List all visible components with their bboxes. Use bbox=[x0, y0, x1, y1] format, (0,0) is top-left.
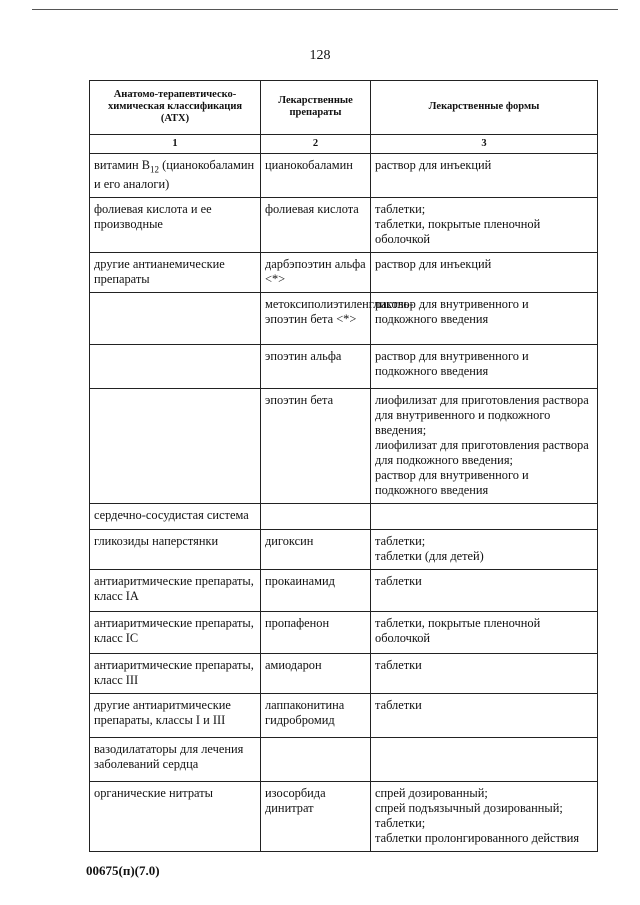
drug-cell: дигоксин bbox=[261, 530, 371, 570]
subscript: 12 bbox=[150, 164, 160, 175]
atx-class-cell: сердечно-сосудистая система bbox=[90, 504, 261, 530]
table-row bbox=[90, 738, 598, 782]
dosage-form-cell: спрей дозированный; спрей подъязычный дозированный; таблетки; таблетки пролонгированного действия bbox=[371, 782, 598, 852]
drug-cell: прокаинамид bbox=[261, 570, 371, 612]
dosage-form-cell: раствор для инъекций bbox=[371, 154, 598, 198]
top-rule bbox=[32, 9, 618, 10]
table-row bbox=[90, 530, 598, 570]
atx-class-cell bbox=[90, 154, 261, 198]
header-atx: Анатомо-терапевтическо-химическая классификация (АТХ) bbox=[90, 81, 261, 135]
header-forms: Лекарственные формы bbox=[371, 81, 598, 135]
document-code: 00675(п)(7.0) bbox=[86, 863, 160, 878]
drug-cell: эпоэтин бета bbox=[261, 389, 371, 504]
dosage-form-cell: таблетки bbox=[371, 654, 598, 694]
atx-class-cell: антиаритмические препараты, класс IC bbox=[90, 612, 261, 654]
atx-class-cell: антиаритмические препараты, класс IA bbox=[90, 570, 261, 612]
drug-cell: дарбэпоэтин альфа <*> bbox=[261, 253, 371, 293]
drug-cell: метоксиполиэтиленгликоль-эпоэтин бета <*> bbox=[261, 293, 371, 345]
atx-class-cell: антиаритмические препараты, класс III bbox=[90, 654, 261, 694]
drug-cell: эпоэтин альфа bbox=[261, 345, 371, 389]
table-row bbox=[90, 504, 598, 530]
table-row bbox=[90, 694, 598, 738]
dosage-form-cell bbox=[371, 738, 598, 782]
drug-cell bbox=[261, 738, 371, 782]
atx-class-cell: другие антиаритмические препараты, классы I и III bbox=[90, 694, 261, 738]
atx-class-cell: фолиевая кислота и ее производные bbox=[90, 198, 261, 253]
table-row bbox=[90, 253, 598, 293]
column-number: 1 bbox=[90, 135, 261, 154]
table-row bbox=[90, 570, 598, 612]
drug-cell: пропафенон bbox=[261, 612, 371, 654]
atx-class-text: (цианокобаламин и его аналоги) bbox=[94, 158, 255, 192]
table-row bbox=[90, 154, 598, 198]
header-drugs: Лекарственные препараты bbox=[261, 81, 371, 135]
table-row bbox=[90, 389, 598, 504]
dosage-form-cell: таблетки, покрытые пленочной оболочкой bbox=[371, 612, 598, 654]
drug-cell: лаппаконитина гидробромид bbox=[261, 694, 371, 738]
drug-cell: фолиевая кислота bbox=[261, 198, 371, 253]
drug-cell bbox=[261, 504, 371, 530]
drug-cell: изосорбида динитрат bbox=[261, 782, 371, 852]
dosage-form-cell: таблетки bbox=[371, 570, 598, 612]
table-row bbox=[90, 612, 598, 654]
column-number: 3 bbox=[371, 135, 598, 154]
dosage-form-cell: таблетки bbox=[371, 694, 598, 738]
dosage-form-cell bbox=[371, 504, 598, 530]
dosage-form-cell: раствор для внутривенного и подкожного введения bbox=[371, 293, 598, 345]
atx-class-cell: органические нитраты bbox=[90, 782, 261, 852]
atx-class-cell: вазодилататоры для лечения заболеваний сердца bbox=[90, 738, 261, 782]
dosage-form-cell: таблетки; таблетки (для детей) bbox=[371, 530, 598, 570]
drug-cell: амиодарон bbox=[261, 654, 371, 694]
column-number-row bbox=[90, 135, 598, 154]
dosage-form-cell: таблетки; таблетки, покрытые пленочной оболочкой bbox=[371, 198, 598, 253]
atx-class-text: витамин B bbox=[94, 158, 151, 172]
table-row bbox=[90, 345, 598, 389]
atx-class-cell: другие антианемические препараты bbox=[90, 253, 261, 293]
table-row bbox=[90, 198, 598, 253]
atx-class-cell bbox=[90, 293, 261, 345]
atx-class-cell bbox=[90, 345, 261, 389]
table-row bbox=[90, 654, 598, 694]
drug-cell: цианокобаламин bbox=[261, 154, 371, 198]
page-number: 128 bbox=[309, 48, 331, 63]
table-row bbox=[90, 782, 598, 852]
atx-class-cell: гликозиды наперстянки bbox=[90, 530, 261, 570]
dosage-form-cell: раствор для внутривенного и подкожного введения bbox=[371, 345, 598, 389]
dosage-form-cell: лиофилизат для приготовления раствора для внутривенного и подкожного введения; лиофилизат для приготовления раствора для подкожного введения; раствор для внутривенного и подкожного введения bbox=[371, 389, 598, 504]
table-header-row bbox=[90, 81, 598, 135]
dosage-form-cell: раствор для инъекций bbox=[371, 253, 598, 293]
drug-table bbox=[89, 80, 598, 852]
table-row bbox=[90, 293, 598, 345]
column-number: 2 bbox=[261, 135, 371, 154]
atx-class-cell bbox=[90, 389, 261, 504]
